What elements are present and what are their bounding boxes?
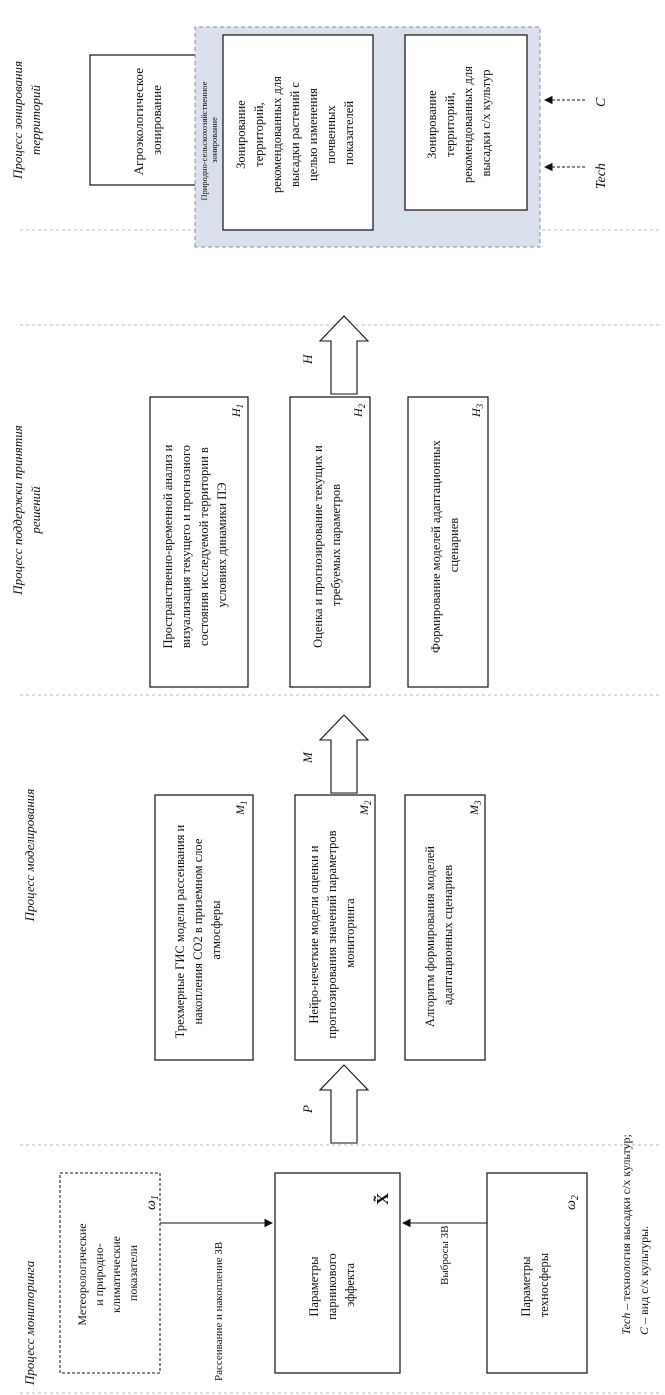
edge-label-emissions: Выбросы ЗВ <box>439 1225 451 1285</box>
zoning-soil-box <box>223 35 373 230</box>
svg-text:Агроэкологическое зо: Агроэкологическое зонирование <box>131 68 164 176</box>
model-m2-box <box>295 795 375 1060</box>
section-title-zoning-1: Процесс зонирования <box>10 61 25 179</box>
legend-tech: Tech – технология высадки с/х культур; <box>619 1134 633 1335</box>
arrow-p-label: P <box>300 1105 315 1113</box>
svg-text:Формирование моделей адаптацио: Формирование моделей адаптационных сценариев <box>429 440 461 653</box>
model-m1-box <box>155 795 253 1060</box>
input-c-label: C <box>594 97 609 107</box>
section-title-modeling: Процесс моделирования <box>22 788 37 922</box>
svg-text:Алгоритм формирования моделей: Алгоритм формирования моделей адаптационных сценариев <box>423 846 455 1028</box>
techno-symbol: $\omega_2$ <box>564 1195 581 1210</box>
svg-text:Пространственно-временной анал: Пространственно-временной анализ и визуализация текущего и прогнозного состояния исследуемой территории в условиях динамики ПЭ <box>161 444 229 649</box>
greenhouse-box <box>275 1173 400 1373</box>
input-tech-label: Tech <box>594 163 609 189</box>
svg-text:Зонирование территор: Зонирование территорий, рекомендованных для высадки растений с целью изменения почвенных показателей <box>234 76 356 193</box>
decision-h3-box <box>408 397 488 687</box>
meteo-box <box>60 1173 161 1373</box>
h3-symbol: $H_3$ <box>469 403 485 417</box>
section-title-decision-2: решений <box>28 486 43 534</box>
svg-text:Метеорологические и: Метеорологические и природно- климатические показатели <box>75 1223 140 1326</box>
section-title-zoning-2: территорий <box>28 84 43 156</box>
zoning-crops-box <box>405 35 527 210</box>
arrow-m-label: M <box>300 752 315 763</box>
svg-text:Зонирование территор: Зонирование территорий, рекомендованных для высадки с/х культур <box>425 66 493 183</box>
section-title-monitoring: Процесс мониторинга <box>22 1260 37 1385</box>
svg-text:Параметры парниковог: Параметры парникового эффекта <box>307 1253 357 1320</box>
section-title-decision-1: Процесс поддержки принятия <box>10 425 25 595</box>
meteo-symbol: $\omega_1$ <box>144 1195 161 1210</box>
arrow-m <box>320 715 368 793</box>
arrow-p <box>320 1065 368 1143</box>
svg-text:Трехмерные ГИС модели рассеива: Трехмерные ГИС модели рассеивания и накопления СО2 в приземном слое атмосферы <box>173 824 223 1039</box>
h1-symbol: $H_1$ <box>229 403 245 417</box>
model-m3-box <box>405 795 485 1060</box>
m3-symbol: $M_3$ <box>467 800 483 815</box>
h2-symbol: $H_2$ <box>351 403 367 417</box>
techno-box <box>487 1173 587 1373</box>
svg-text:Оценка и прогнозирование текущ: Оценка и прогнозирование текущих и требуемых параметров <box>311 445 343 648</box>
decision-h1-box <box>150 397 248 687</box>
greenhouse-symbol: X̃ <box>373 1192 392 1205</box>
svg-text:Параметры техносферы: Параметры техносферы <box>519 1252 551 1318</box>
edge-label-dispersion: Рассеивание и накопление ЗВ <box>213 1241 225 1381</box>
natural-zoning-label: Природно-сельскохозяйственное зонирование <box>199 81 219 201</box>
arrow-h <box>320 316 368 394</box>
svg-text:Нейро-нечеткие модели оценки и: Нейро-нечеткие модели оценки и прогнозирования значений параметров мониторинга <box>307 830 357 1039</box>
legend-c: C – вид с/х культуры. <box>637 1225 651 1335</box>
arrow-h-label: H <box>300 354 315 364</box>
m2-symbol: $M_2$ <box>357 800 373 815</box>
decision-h2-box <box>290 397 370 687</box>
m1-symbol: $M_1$ <box>233 800 249 815</box>
agro-zoning-box <box>90 55 210 185</box>
